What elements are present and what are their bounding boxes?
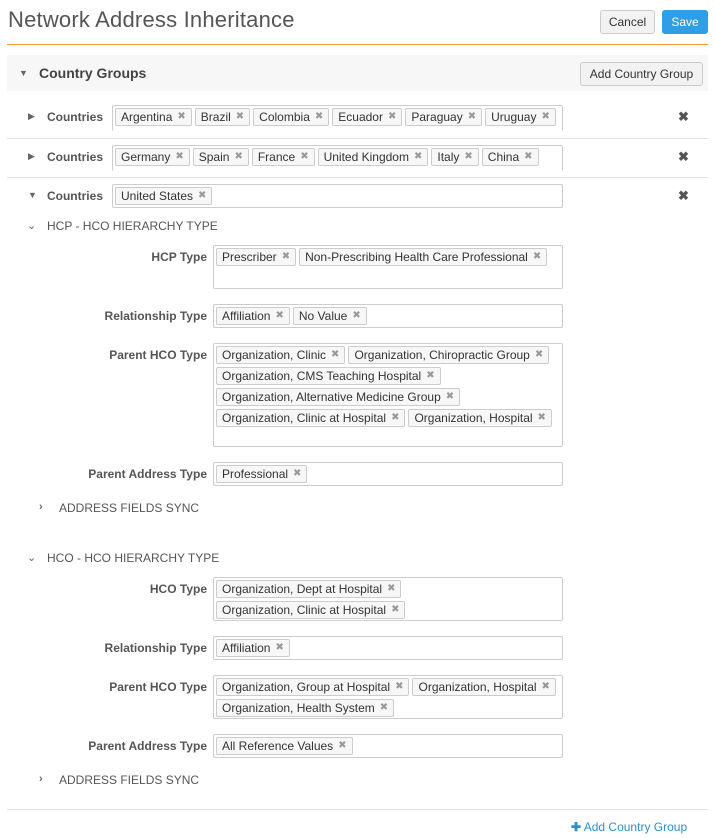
remove-tag-icon[interactable]: ✖	[177, 111, 186, 122]
remove-tag-icon[interactable]: ✖	[524, 151, 533, 162]
tag-label: Germany	[121, 150, 171, 164]
add-country-group-link-label: Add Country Group	[583, 820, 688, 834]
chevron-down-icon[interactable]: ⌄	[27, 220, 37, 232]
footer-divider	[7, 809, 708, 810]
parent-hco-type-input[interactable]	[213, 343, 563, 447]
tag	[195, 108, 250, 126]
parent-hco-type-label: Parent HCO Type	[109, 680, 207, 694]
remove-tag-icon[interactable]: ✖	[445, 391, 455, 402]
tag	[193, 148, 249, 166]
tag-label: Affiliation	[222, 309, 271, 323]
address-fields-sync-toggle[interactable]: ADDRESS FIELDS SYNC	[59, 773, 200, 787]
tag	[115, 108, 192, 126]
relationship-type-label: Relationship Type	[104, 309, 207, 323]
tag	[115, 187, 212, 205]
hcp-type-input[interactable]	[213, 245, 563, 289]
collapse-triangle-icon[interactable]: ▼	[28, 190, 37, 200]
tag-label: Organization, Health System	[222, 701, 375, 715]
tag-label: No Value	[298, 309, 348, 323]
tag	[253, 108, 329, 126]
tag	[216, 699, 394, 717]
tag-label: Colombia	[259, 110, 310, 124]
tag	[216, 678, 409, 696]
tag	[216, 367, 441, 385]
country-groups-title: Country Groups	[39, 65, 147, 81]
countries-input[interactable]	[112, 145, 563, 171]
tag-label: Organization, Clinic at Hospital	[222, 411, 387, 425]
plus-icon: ✚	[571, 820, 582, 834]
countries-label: Countries	[46, 150, 103, 164]
tag-label: Organization, Clinic	[222, 348, 327, 362]
row-divider	[7, 138, 708, 139]
remove-tag-icon[interactable]: ✖	[275, 310, 284, 321]
tag	[216, 409, 405, 427]
chevron-down-icon[interactable]: ⌄	[27, 552, 37, 564]
row-divider	[7, 177, 708, 178]
tag	[485, 108, 556, 126]
relationship-type-label: Relationship Type	[104, 641, 207, 655]
remove-group-icon[interactable]: ✖	[678, 149, 689, 164]
tag	[216, 346, 345, 364]
tag-label: United Kingdom	[323, 150, 409, 164]
tag	[405, 108, 482, 126]
tag	[431, 148, 478, 166]
tag-label: China	[487, 150, 520, 164]
add-country-group-link[interactable]	[571, 820, 687, 834]
chevron-right-icon[interactable]: ›	[39, 773, 43, 785]
tag	[216, 601, 405, 619]
hcp-type-label: HCP Type	[151, 250, 207, 264]
remove-tag-icon[interactable]: ✖	[338, 740, 347, 751]
remove-tag-icon[interactable]: ✖	[464, 151, 473, 162]
remove-tag-icon[interactable]: ✖	[387, 111, 397, 122]
remove-tag-icon[interactable]: ✖	[537, 412, 546, 423]
countries-input[interactable]	[112, 105, 563, 131]
tag	[216, 388, 460, 406]
remove-tag-icon[interactable]: ✖	[234, 151, 243, 162]
tag-label: Argentina	[121, 110, 173, 124]
tag	[115, 148, 190, 166]
relationship-type-input[interactable]	[213, 304, 563, 328]
tag	[293, 307, 367, 325]
tag-label: Italy	[437, 150, 460, 164]
remove-tag-icon[interactable]: ✖	[532, 251, 542, 262]
parent-address-type-input[interactable]	[213, 462, 563, 486]
cancel-button[interactable]: Cancel	[600, 10, 655, 34]
remove-tag-icon[interactable]: ✖	[235, 111, 245, 122]
tag-label: Professional	[222, 467, 289, 481]
remove-tag-icon[interactable]: ✖	[391, 412, 400, 423]
remove-tag-icon[interactable]: ✖	[198, 190, 207, 201]
tag-label: Organization, Chiropractic Group	[354, 348, 530, 362]
tag-label: Organization, Clinic at Hospital	[222, 603, 387, 617]
remove-tag-icon[interactable]: ✖	[331, 349, 340, 360]
tag-label: Uruguay	[491, 110, 537, 124]
page-title: Network Address Inheritance	[8, 7, 295, 32]
parent-hco-type-label: Parent HCO Type	[109, 348, 207, 362]
tag	[482, 148, 539, 166]
parent-hco-type-input[interactable]	[213, 675, 563, 719]
tag	[252, 148, 315, 166]
save-button[interactable]: Save	[662, 10, 708, 34]
remove-tag-icon[interactable]: ✖	[175, 151, 184, 162]
tag-label: All Reference Values	[222, 739, 334, 753]
remove-tag-icon[interactable]: ✖	[352, 310, 361, 321]
remove-tag-icon[interactable]: ✖	[314, 111, 324, 122]
tag-label: Organization, Group at Hospital	[222, 680, 391, 694]
tag-label: Organization, Hospital	[414, 411, 533, 425]
tag-label: France	[257, 150, 296, 164]
parent-address-type-label: Parent Address Type	[88, 739, 207, 753]
hco-type-label: HCO Type	[149, 582, 207, 596]
remove-tag-icon[interactable]: ✖	[467, 111, 477, 122]
expand-triangle-icon[interactable]: ▶	[28, 111, 35, 121]
remove-tag-icon[interactable]: ✖	[281, 251, 291, 262]
tag	[318, 148, 429, 166]
tag-label: Non-Prescribing Health Care Professional	[305, 250, 528, 264]
parent-address-type-label: Parent Address Type	[88, 467, 207, 481]
collapse-triangle-icon[interactable]: ▼	[19, 68, 28, 78]
tag	[216, 465, 307, 483]
remove-group-icon[interactable]: ✖	[678, 109, 689, 124]
tag	[348, 346, 549, 364]
countries-label: Countries	[46, 189, 103, 203]
tag	[216, 307, 290, 325]
tag	[408, 409, 551, 427]
expand-triangle-icon[interactable]: ▶	[28, 151, 35, 161]
remove-tag-icon[interactable]: ✖	[293, 468, 302, 479]
remove-tag-icon[interactable]: ✖	[541, 681, 550, 692]
relationship-type-input[interactable]	[213, 636, 563, 660]
tag	[216, 639, 290, 657]
tag-label: Ecuador	[338, 110, 383, 124]
remove-tag-icon[interactable]: ✖	[426, 370, 435, 381]
remove-tag-icon[interactable]: ✖	[395, 681, 404, 692]
tag	[216, 248, 296, 266]
tag-label: Brazil	[200, 110, 231, 124]
remove-tag-icon[interactable]: ✖	[387, 583, 396, 594]
tag-label: Organization, Hospital	[418, 680, 537, 694]
remove-group-icon[interactable]: ✖	[678, 188, 689, 203]
hcp-section-title[interactable]: HCP - HCO HIERARCHY TYPE	[47, 219, 218, 233]
tag-label: Organization, CMS Teaching Hospital	[222, 369, 422, 383]
tag	[332, 108, 402, 126]
header-divider	[7, 44, 708, 45]
address-fields-sync-toggle[interactable]: ADDRESS FIELDS SYNC	[59, 501, 200, 515]
tag	[216, 580, 401, 598]
tag-label: Spain	[198, 150, 230, 164]
add-country-group-button[interactable]: Add Country Group	[580, 62, 703, 86]
countries-input[interactable]	[112, 184, 563, 208]
remove-tag-icon[interactable]: ✖	[534, 349, 544, 360]
tag-label: United States	[121, 189, 194, 203]
countries-label: Countries	[46, 110, 103, 124]
tag-label: Affiliation	[222, 641, 271, 655]
tag	[412, 678, 555, 696]
hco-section-title[interactable]: HCO - HCO HIERARCHY TYPE	[47, 551, 220, 565]
remove-tag-icon[interactable]: ✖	[300, 151, 309, 162]
remove-tag-icon[interactable]: ✖	[541, 111, 550, 122]
tag	[299, 248, 547, 266]
remove-tag-icon[interactable]: ✖	[379, 702, 389, 713]
tag-label: Prescriber	[222, 250, 277, 264]
remove-tag-icon[interactable]: ✖	[413, 151, 423, 162]
parent-address-type-input[interactable]	[213, 734, 563, 758]
tag-label: Organization, Dept at Hospital	[222, 582, 383, 596]
chevron-right-icon[interactable]: ›	[39, 501, 43, 513]
tag-label: Organization, Alternative Medicine Group	[222, 390, 441, 404]
hco-type-input[interactable]	[213, 577, 563, 621]
remove-tag-icon[interactable]: ✖	[275, 642, 284, 653]
tag-label: Paraguay	[411, 110, 463, 124]
tag	[216, 737, 353, 755]
remove-tag-icon[interactable]: ✖	[391, 604, 400, 615]
